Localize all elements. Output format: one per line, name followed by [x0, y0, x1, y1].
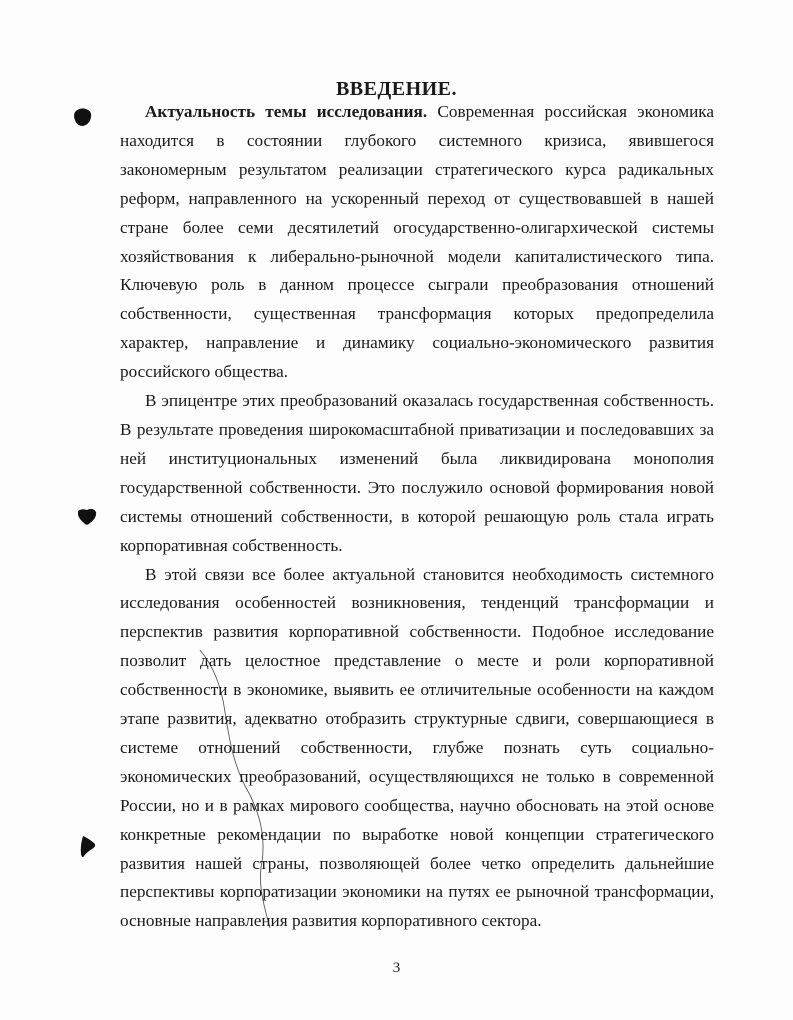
punch-mark-top — [72, 106, 94, 128]
paragraph-epicenter — [120, 387, 714, 560]
page-title: ВВЕДЕНИЕ. — [335, 78, 458, 100]
paragraph-text: В этой связи все более актуальной становится необходимость системного исследования особенностей возникновения, тенденций трансформации и перспектив развития корпоративной собственности. Подобное исследование позволит дать целостное представление о месте и роли корпоративной собственности в экономике, выявить ее отличительные особенности на каждом этапе развития, адекватно отобразить структурные сдвиги, совершающиеся в системе отношений собственности, глубже познать суть социально-экономических преобразований, осуществляющихся не только в современной России, но и в рамках мирового сообщества, научно обосновать на этой основе конкретные рекомендации по выработке новой концепции стратегического развития нашей страны, позволяющей более четко определить дальнейшие перспективы корпоратизации экономики на путях ее рыночной трансформации, основные направления развития корпоративного сектора. — [120, 564, 714, 931]
punch-mark-bottom — [78, 834, 98, 860]
punch-mark-middle — [76, 506, 98, 528]
paragraph-research-need — [120, 561, 714, 937]
paragraph-text: В эпицентре этих преобразований оказалась государственная собственность. В результате проведения широкомасштабной приватизации и последовавших за ней институциональных изменений была ликвидирована монополия государственной собственности. Это послужило основой формирования новой системы отношений собственности, в которой решающую роль стала играть корпоративная собственность. — [120, 391, 714, 555]
paragraph-relevance — [120, 98, 714, 387]
section-lead-title: Актуальность темы исследования. — [145, 102, 428, 121]
paragraph-text: Современная российская экономика находится в состоянии глубокого системного кризиса, явившегося закономерным результатом реализации стратегического курса радикальных реформ, направленного на ускоренный переход от существовавшей в нашей стране более семи десятилетий огосударственно-олигархической системы хозяйствования к либерально-рыночной модели капиталистического типа. Ключевую роль в данном процессе сыграли преобразования отношений собственности, существенная трансформация которых предопределила характер, направление и динамику социально-экономического развития российского общества. — [120, 102, 714, 382]
body-text — [120, 98, 714, 936]
page-number: 3 — [392, 960, 401, 976]
